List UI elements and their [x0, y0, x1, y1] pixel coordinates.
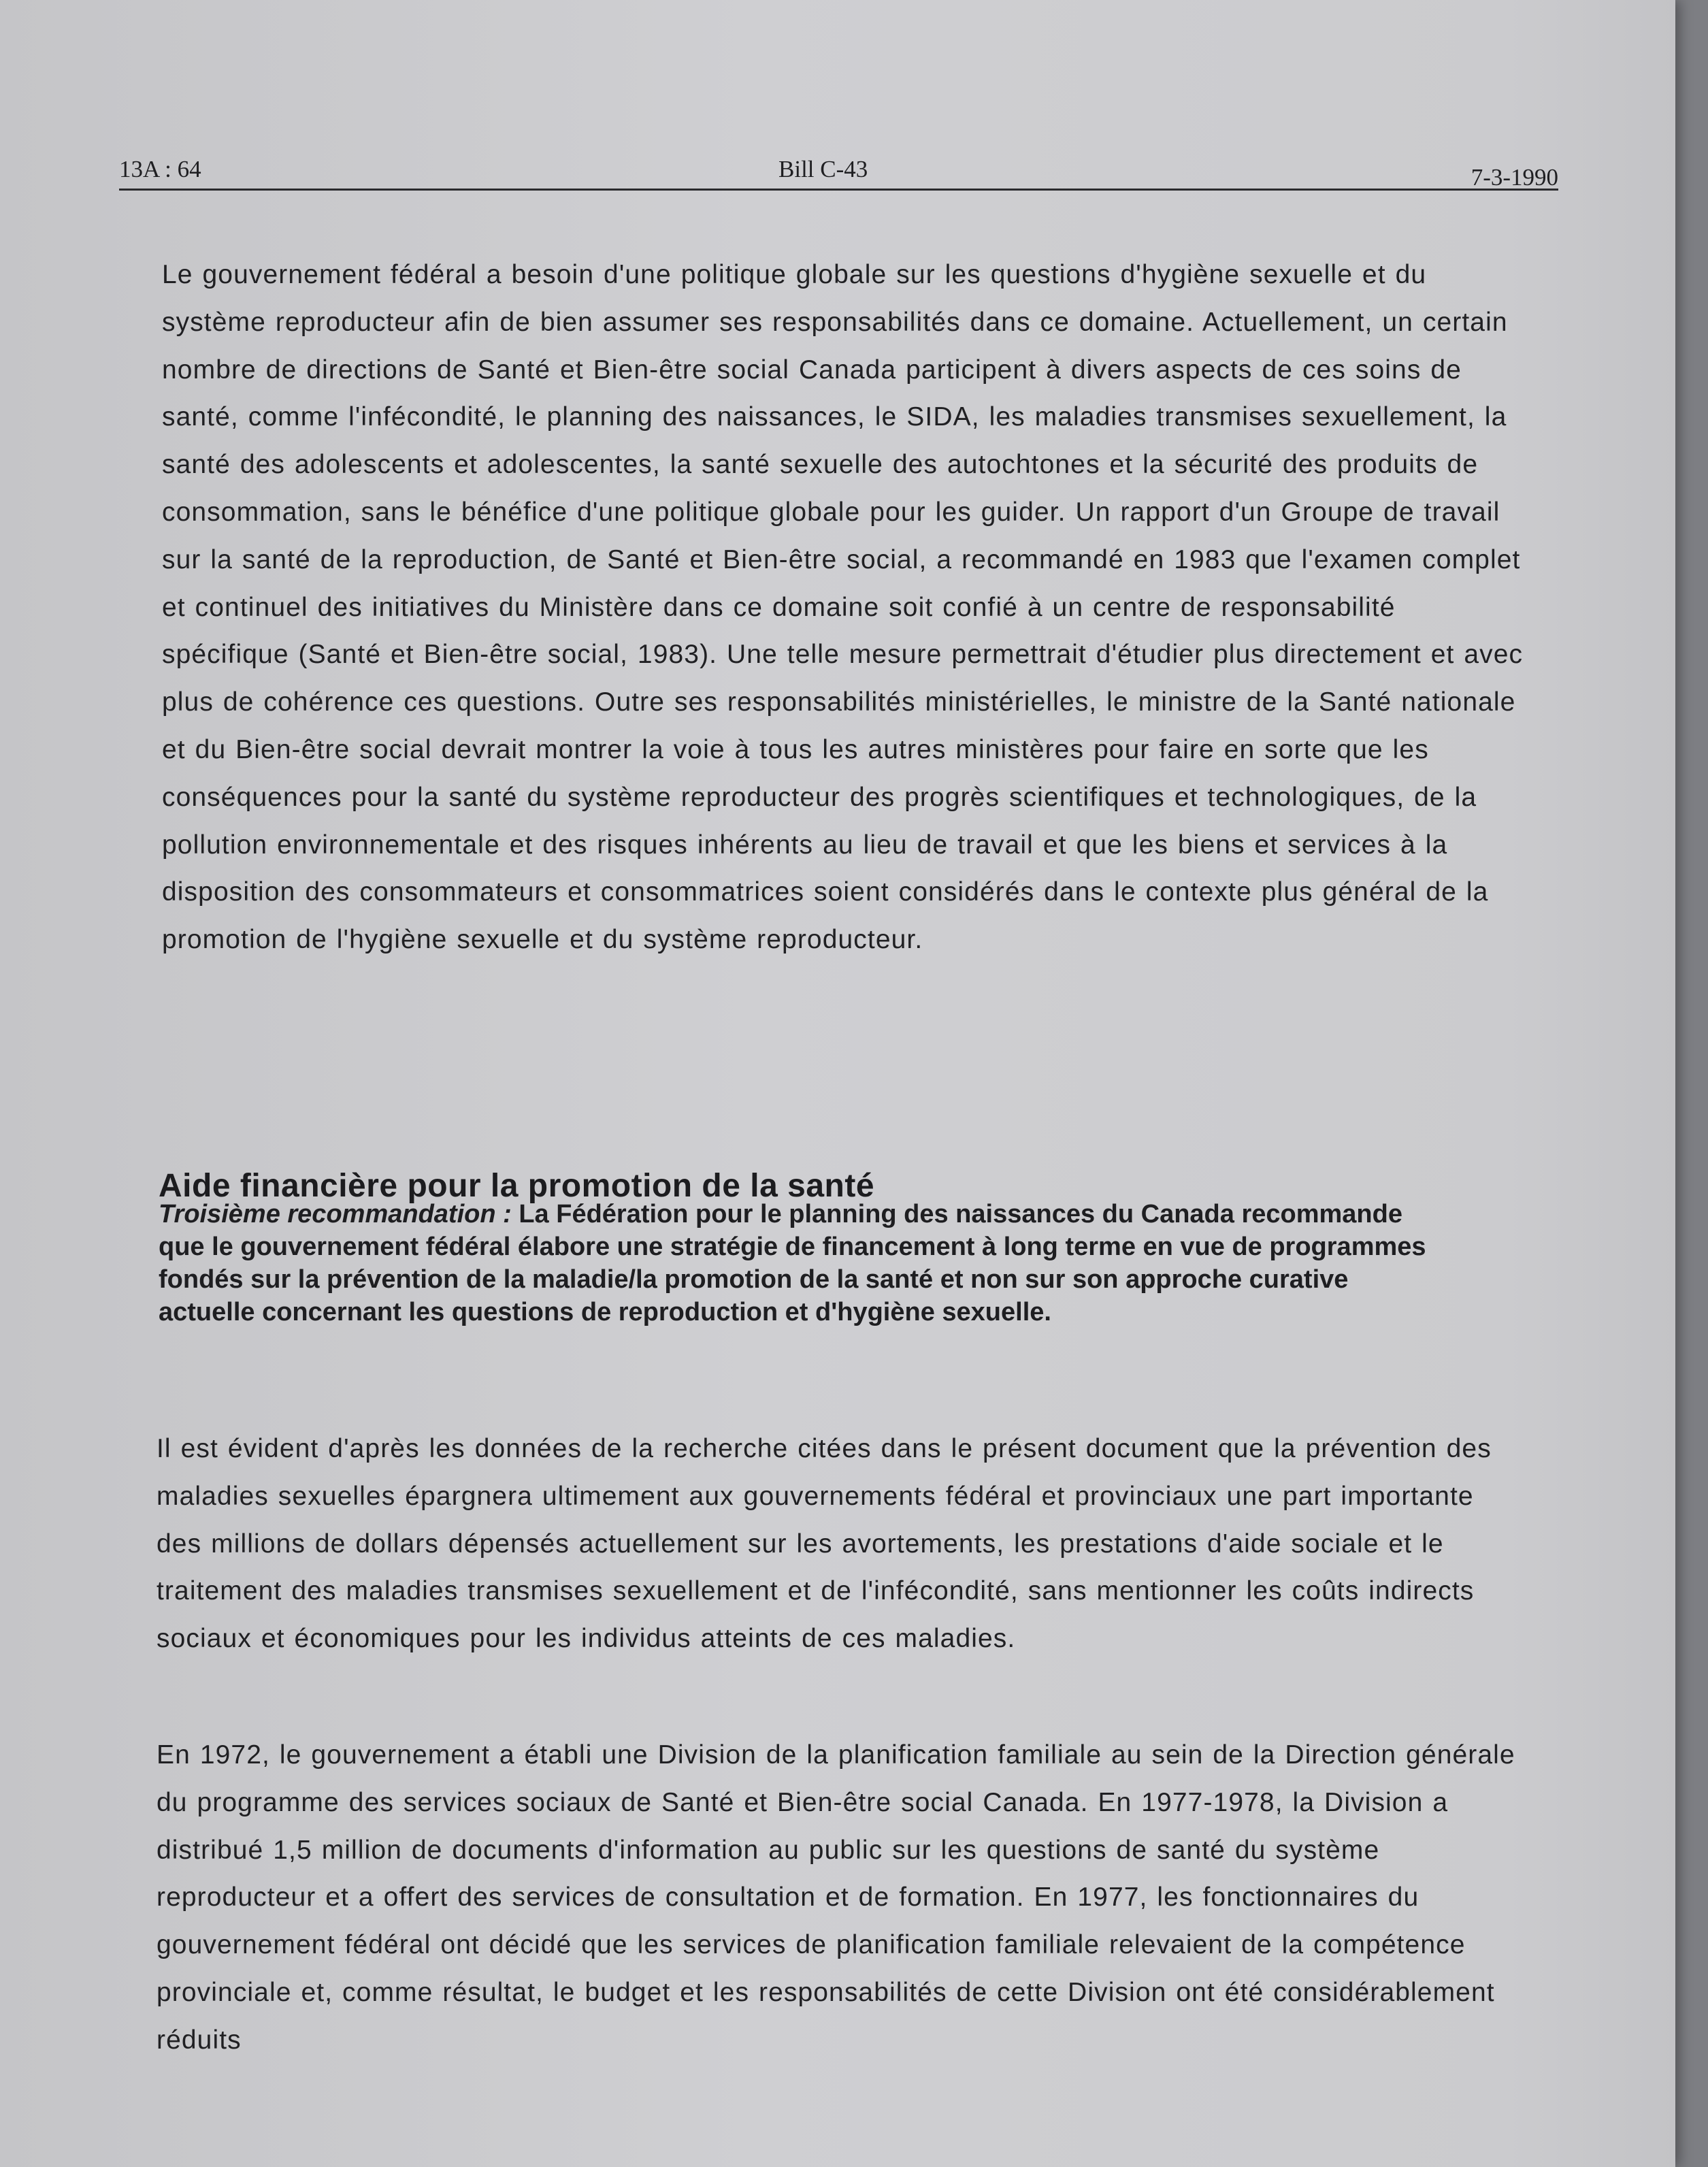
header-date: 7-3-1990 — [1471, 164, 1558, 191]
paragraph-history: En 1972, le gouvernement a établi une Division de la planification familiale au sein de la Direction générale du programme des services sociaux de Santé et Bien-être social Canada. En 1977-1978, la Division a distribué 1,5 million de documents d'information au public sur les questions de santé du système reproducteur et a offert des services de consultation et de formation. En 1977, les fonctionnaires du gouvernement fédéral ont décidé que les services de planification familiale relevaient de la compétence provinciale et, comme résultat, le budget et les responsabilités de cette Division ont été considérablement réduits — [157, 1740, 1515, 2055]
section-heading: Aide financière pour la promotion de la santé — [159, 1167, 875, 1204]
running-header — [119, 153, 1558, 191]
page-number: 13A : 64 — [119, 156, 201, 182]
bill-title: Bill C-43 — [778, 156, 868, 182]
recommendation-text: La Fédération pour le planning des naissances du Canada recommande que le gouvernement fédéral élabore une stratégie de financement à long terme en vue de programmes fondés sur la prévention de la maladie/la promotion de la santé et non sur son approche curative actuelle concernant les questions de reproduction et d'hygiène sexuelle. — [159, 1200, 1426, 1326]
paragraph-policy: Le gouvernement fédéral a besoin d'une politique globale sur les questions d'hygiène sexuelle et du système reproducteur afin de bien assumer ses responsabilités dans ce domaine. Actuellement, un certain nombre de directions de Santé et Bien-être social Canada participent à divers aspects de ces soins de santé, comme l'infécondité, le planning des naissances, le SIDA, les maladies transmises sexuellement, la santé des adolescents et adolescentes, la santé sexuelle des autochtones et la sécurité des produits de consommation, sans le bénéfice d'une politique globale pour les guider. Un rapport d'un Groupe de travail sur la santé de la reproduction, de Santé et Bien-être social, a recommandé en 1983 que l'examen complet et continuel des initiatives du Ministère dans ce domaine soit confié à un centre de responsabilité spécifique (Santé et Bien-être social, 1983). Une telle mesure permettrait d'étudier plus directement et avec plus de cohérence ces questions. Outre ses responsabilités ministérielles, le ministre de la Santé nationale et du Bien-être social devrait montrer la voie à tous les autres ministères pour faire en sorte que les conséquences pour la santé du système reproducteur des progrès scientifiques et technologiques, de la pollution environnementale et des risques inhérents au lieu de travail et que les biens et services à la disposition des consommateurs et consommatrices soient considérés dans le contexte plus général de la promotion de l'hygiène sexuelle et du système reproducteur. — [162, 260, 1524, 955]
recommendation-block — [159, 1198, 1438, 1329]
recommendation-label: Troisième recommandation : — [159, 1200, 519, 1228]
paragraph-prevention: Il est évident d'après les données de la recherche citées dans le présent document que la prévention des maladies sexuelles épargnera ultimement aux gouvernements fédéral et provinciaux une part importante des millions de dollars dépensés actuellement sur les avortements, les prestations d'aide sociale et le traitement des maladies transmises sexuellement et de l'infécondité, sans mentionner les coûts indirects sociaux et économiques pour les individus atteints de ces maladies. — [157, 1434, 1492, 1654]
